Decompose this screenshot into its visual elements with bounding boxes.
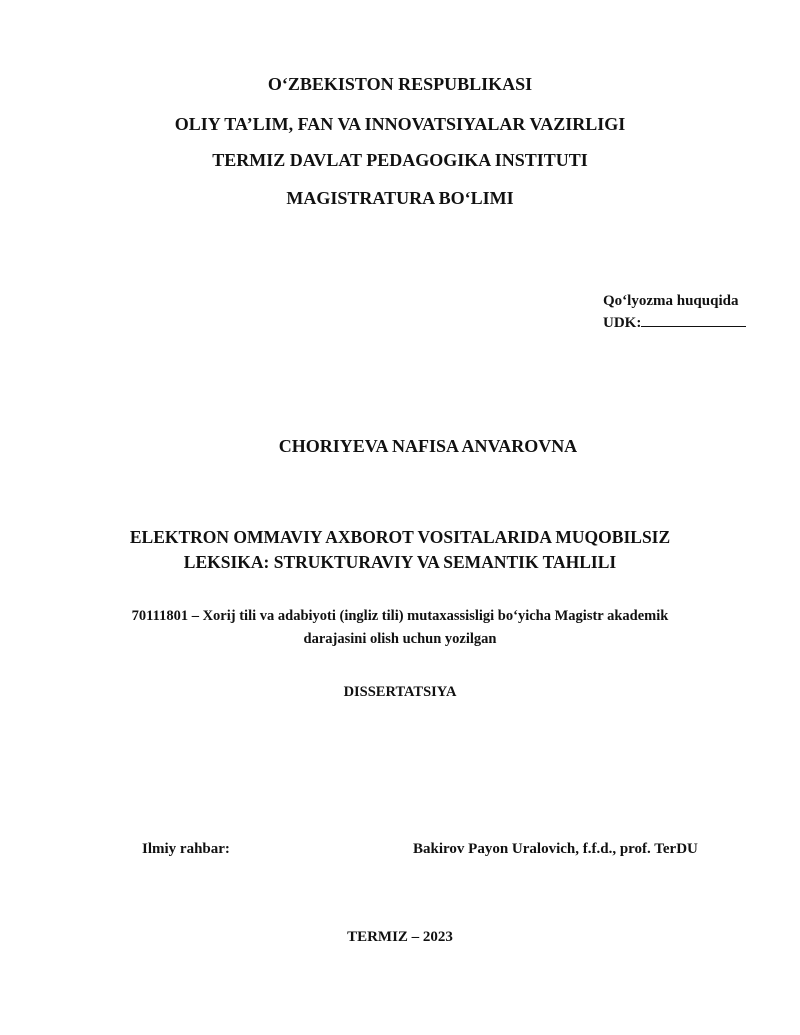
city-year-footer: TERMIZ – 2023 [347,929,453,945]
ministry-heading: OLIY TA’LIM, FAN VA INNOVATSIYALAR VAZIRLIGI [174,114,626,134]
manuscript-rights-label: Qo‘lyozma huquqida [603,293,739,309]
manuscript-rights-block [603,290,746,334]
department-heading: MAGISTRATURA BO‘LIMI [286,188,514,208]
advisor-name: Bakirov Payon Uralovich, f.f.d., prof. TerDU [413,841,698,857]
specialty-line-1: 70111801 – Xorij tili va adabiyoti (ingliz tili) mutaxassisligi bo‘yicha Magistr akademik [131,608,669,624]
specialty-line-2: darajasini olish uchun yozilgan [303,631,497,647]
document-type: DISSERTATSIYA [343,684,457,700]
udk-blank-line [641,312,746,327]
udk-label: UDK: [603,315,642,331]
thesis-title-line-2: LEKSIKA: STRUKTURAVIY VA SEMANTIK TAHLILI [183,552,617,572]
institute-heading: TERMIZ DAVLAT PEDAGOGIKA INSTITUTI [212,150,588,170]
country-heading: O‘ZBEKISTON RESPUBLIKASI [267,74,533,94]
author-name: CHORIYEVA NAFISA ANVAROVNA [278,436,578,456]
advisor-label: Ilmiy rahbar: [142,841,230,857]
thesis-title-line-1: ELEKTRON OMMAVIY AXBOROT VOSITALARIDA MUQOBILSIZ [129,527,671,547]
udk-row [603,312,746,334]
